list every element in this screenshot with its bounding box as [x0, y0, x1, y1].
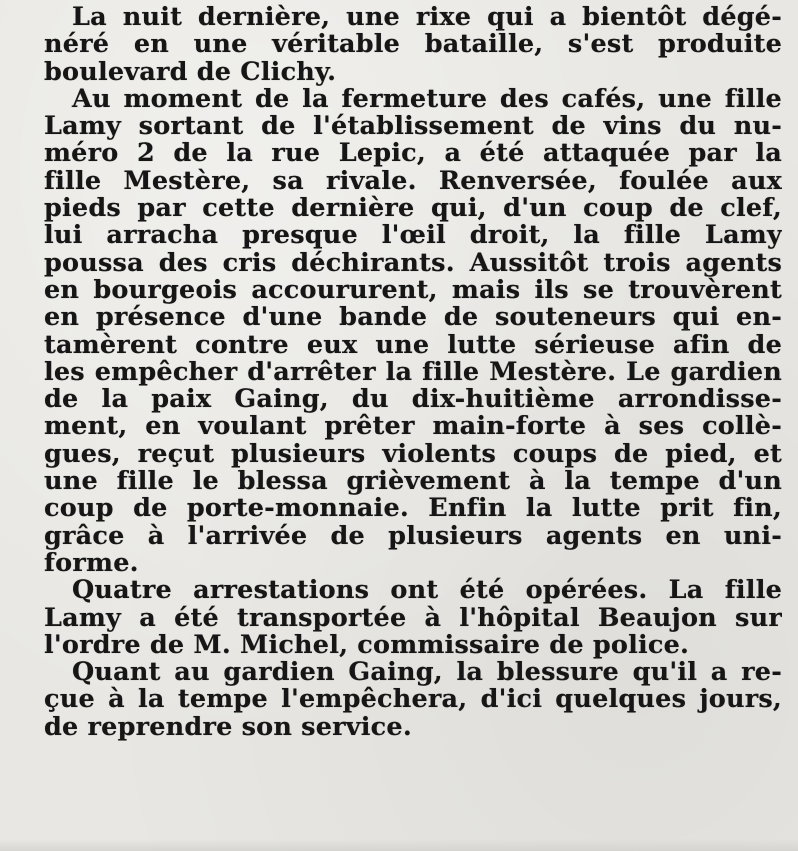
text-line: La nuit dernière, une rixe qui a bientôt dégé-	[72, 4, 782, 32]
text-line: Quant au gardien Gaing, la blessure qu'il a re-	[72, 659, 782, 687]
text-line: néré en une véritable bataille, s'est produite	[44, 31, 782, 59]
text-line: en bourgeois accoururent, mais ils se trouvèrent	[44, 276, 782, 305]
text-line: méro 2 de la rue Lepic, a été attaquée par la	[44, 140, 782, 168]
article-body	[16, 4, 782, 741]
text-line: tamèrent contre eux une lutte sérieuse afin de	[44, 331, 782, 359]
text-line: de la paix Gaing, du dix-huitième arrondisse-	[44, 386, 782, 414]
text-line: lui arracha presque l'œil droit, la fille Lamy	[44, 222, 782, 250]
paragraph-1	[16, 4, 782, 86]
paragraph-3	[16, 577, 782, 659]
text-line: çue à la tempe l'empêchera, d'ici quelques jours,	[44, 686, 782, 714]
text-line: boulevard de Clichy.	[44, 58, 337, 86]
paragraph-4	[16, 659, 782, 741]
text-line: l'ordre de M. Michel, commissaire de police.	[44, 631, 690, 660]
text-line: une fille le blessa grièvement à la tempe d'un	[44, 468, 782, 496]
text-line: coup de porte-monnaie. Enfin la lutte prit fin,	[44, 495, 782, 523]
text-line: gues, reçut plusieurs violents coups de pied, et	[44, 440, 782, 469]
text-line: Lamy a été transportée à l'hôpital Beaujon sur	[44, 604, 782, 632]
text-line: grâce à l'arrivée de plusieurs agents en uni-	[44, 522, 782, 550]
text-line: Lamy sortant de l'établissement de vins du nu-	[44, 113, 782, 141]
text-line: de reprendre son service.	[44, 713, 412, 742]
text-line: ment, en voulant prêter main-forte à ses collè-	[44, 413, 782, 441]
text-line: forme.	[44, 549, 139, 578]
text-line: en présence d'une bande de souteneurs qui en-	[44, 304, 782, 332]
text-line: poussa des cris déchirants. Aussitôt trois agents	[44, 249, 782, 277]
text-line: pieds par cette dernière qui, d'un coup de clef,	[44, 195, 782, 223]
text-line: Quatre arrestations ont été opérées. La fille	[72, 577, 782, 605]
text-line: Au moment de la fermeture des cafés, une fille	[72, 85, 782, 114]
text-line: les empêcher d'arrêter la fille Mestère. Le gardien	[44, 358, 782, 387]
page-edge-shadow	[0, 839, 798, 851]
text-line: fille Mestère, sa rivale. Renversée, foulée aux	[44, 167, 782, 196]
paragraph-2	[16, 86, 782, 577]
